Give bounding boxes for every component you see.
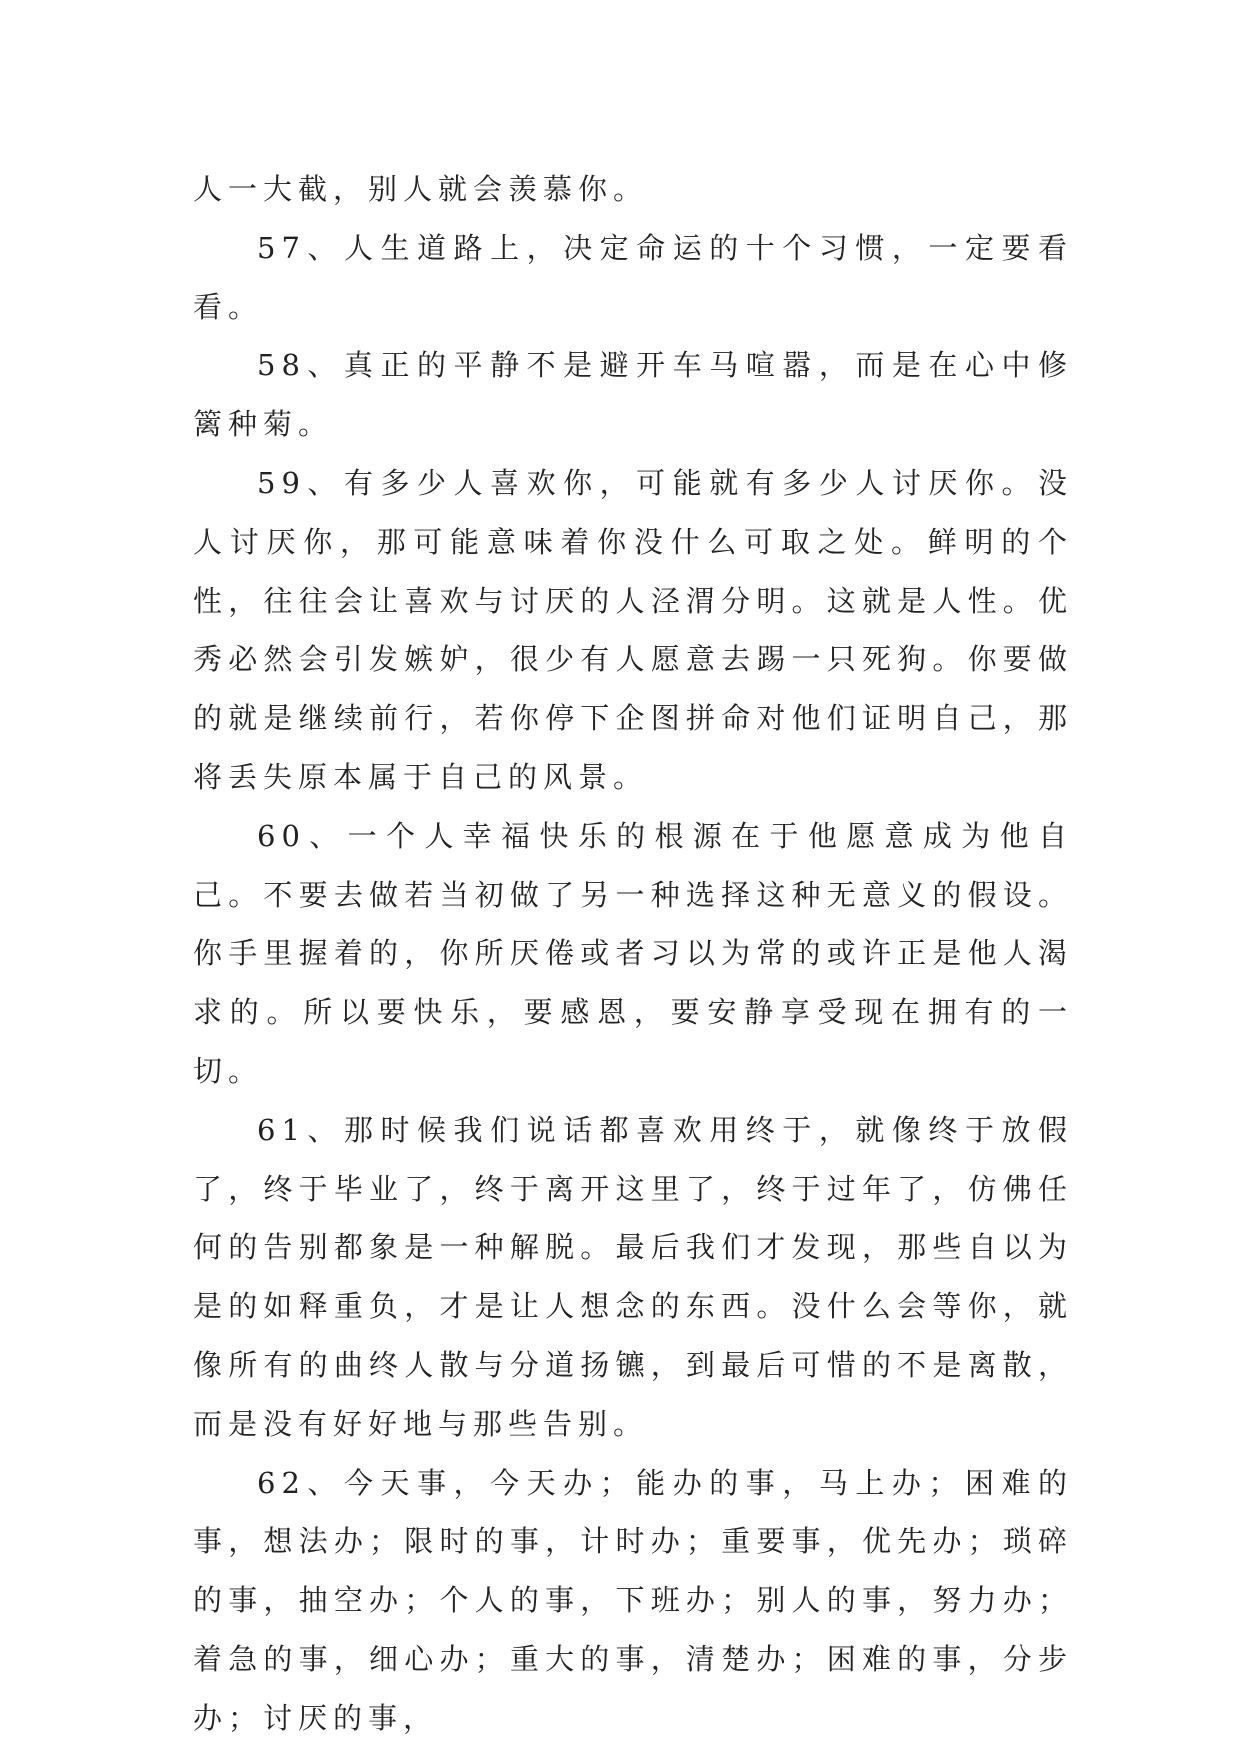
paragraph-61: 61、那时候我们说话都喜欢用终于，就像终于放假了，终于毕业了，终于离开这里了，终于过年了，仿佛任何的告别都象是一种解脱。最后我们才发现，那些自以为是的如释重负，才是让人想念的东西。没什么会等你，就像所有的曲终人散与分道扬镳，到最后可惜的不是离散，而是没有好好地与那些告别。	[193, 1112, 1073, 1441]
paragraph-59: 59、有多少人喜欢你，可能就有多少人讨厌你。没人讨厌你，那可能意味着你没什么可取之处。鲜明的个性，往往会让喜欢与讨厌的人泾渭分明。这就是人性。优秀必然会引发嫉妒，很少有人愿意去踢一只死狗。你要做的就是继续前行，若你停下企图拼命对他们证明自己，那将丢失原本属于自己的风景。	[193, 465, 1073, 794]
paragraph-continuation: 人一大截，别人就会羡慕你。	[193, 172, 649, 206]
paragraph-60: 60、一个人幸福快乐的根源在于他愿意成为他自己。不要去做若当初做了另一种选择这种无意义的假设。你手里握着的，你所厌倦或者习以为常的或许正是他人渴求的。所以要快乐，要感恩，要安静享受现在拥有的一切。	[193, 818, 1073, 1088]
paragraph-62: 62、今天事，今天办；能办的事，马上办；困难的事，想法办；限时的事，计时办；重要事，优先办；琐碎的事，抽空办；个人的事，下班办；别人的事，努力办；着急的事，细心办；重大的事，清楚办；困难的事，分步办；讨厌的事，	[193, 1465, 1073, 1735]
document-body	[193, 160, 1073, 1748]
paragraph-58: 58、真正的平静不是避开车马喧嚣，而是在心中修篱种菊。	[193, 348, 1073, 442]
paragraph-57: 57、人生道路上，决定命运的十个习惯，一定要看看。	[193, 230, 1073, 324]
